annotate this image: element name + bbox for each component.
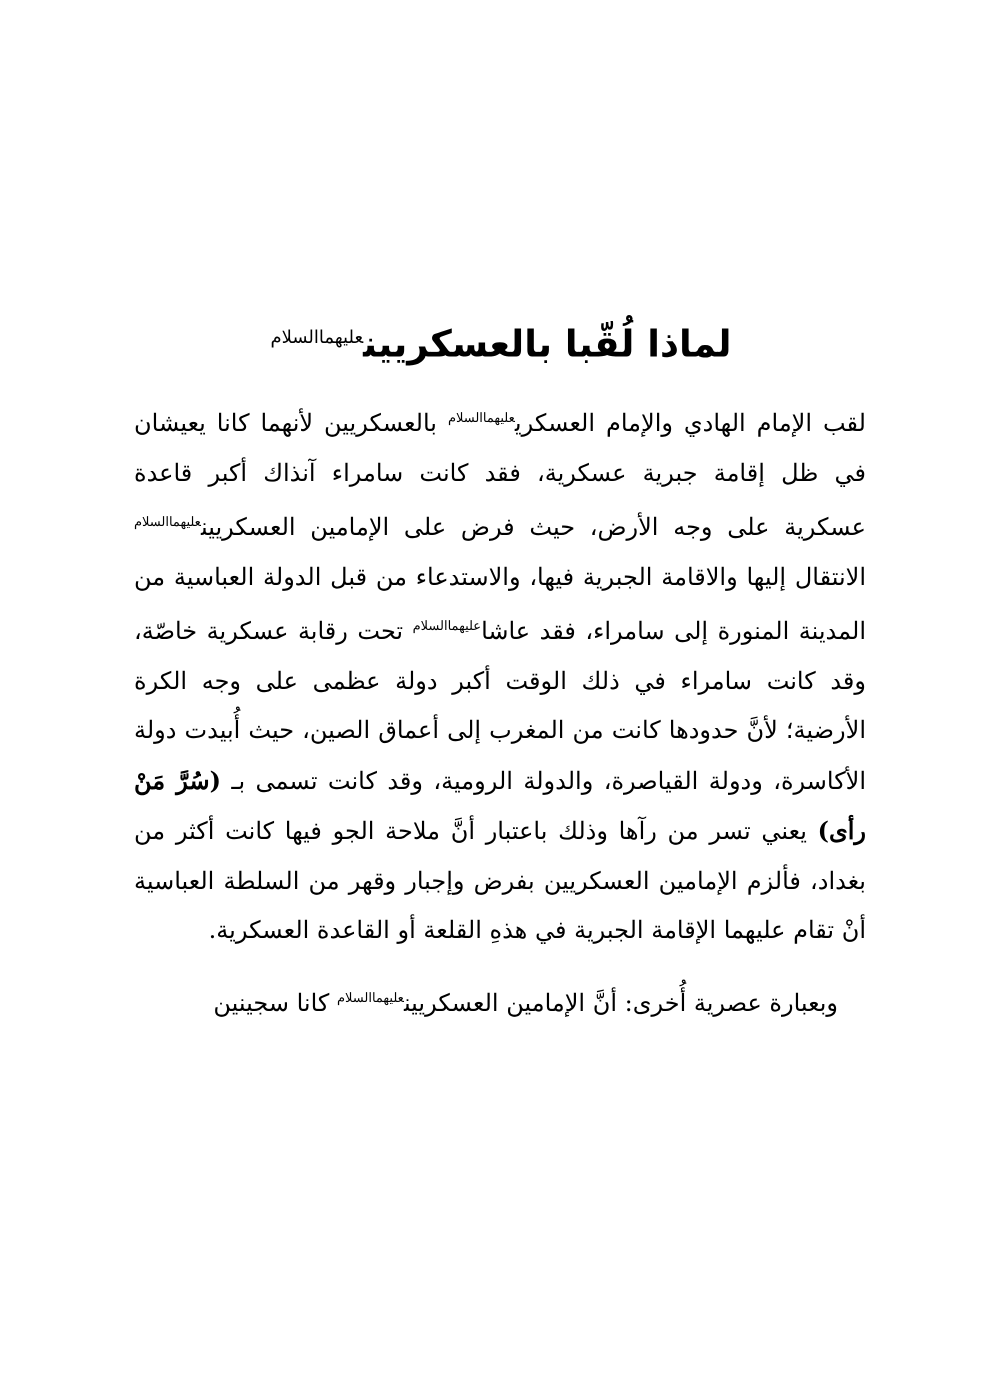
paragraph-2-part-2: كانا سجينين xyxy=(213,988,337,1017)
paragraph-1-part-1: لقب الإمام الهادي والإمام العسكري xyxy=(514,409,866,437)
paragraph-1-part-4: تحت رقابة عسكرية خاصّة، وقد كانت سامراء في ذلك الوقت أكبر دولة عظمى على وجه الكرة الأرضية؛ لأنَّ حدودها كانت من المغرب إلى أعماق الصين، حيث أُبيدت دولة الأكاسرة، ودولة القياصرة، والدولة الرومية، وقد كانت تسمى بـ xyxy=(134,617,867,795)
honorific-mark: عليهماالسلام xyxy=(336,990,404,1006)
paragraph-1-part-5: يعني تسر من رآها وذلك باعتبار أنَّ ملاحة الجو فيها كانت أكثر من بغداد، فألزم الإمامين العسكريين بفرض وإجبار وقهر من السلطة العباسية أنْ تقام عليهما الإقامة الجبرية في هذهِ القلعة أو القاعدة العسكرية. xyxy=(134,817,866,944)
paragraph-1 xyxy=(134,394,866,956)
body-text xyxy=(134,394,866,1028)
paragraph-1-part-2: بالعسكريين لأنهما كانا يعيشان في ظل إقامة جبرية عسكرية، فقد كانت سامراء آنذاك أكبر قاعدة عسكرية على وجه الأرض، حيث فرض على الإمامين العسكريين xyxy=(134,409,866,541)
title-text: لماذا لُقّبا بالعسكريين xyxy=(363,322,732,366)
honorific-mark: عليهماالسلام xyxy=(447,411,515,426)
emphasis-phrase: (سُرَّ مَنْ رأى) xyxy=(134,765,866,845)
title-honorific: عليهماالسلام xyxy=(270,327,364,348)
honorific-mark: عليهماالسلام xyxy=(134,515,201,530)
honorific-mark: عليهماالسلام xyxy=(412,619,482,634)
paragraph-2 xyxy=(134,974,866,1029)
paragraph-1-part-3: الانتقال إليها والاقامة الجبرية فيها، والاستدعاء من قبل الدولة العباسية من المدينة المنورة إلى سامراء، فقد عاشا xyxy=(134,562,866,645)
paragraph-2-part-1: وبعبارة عصرية أُخرى: أنَّ الإمامين العسكريين xyxy=(403,988,838,1017)
page-title xyxy=(0,308,1002,374)
